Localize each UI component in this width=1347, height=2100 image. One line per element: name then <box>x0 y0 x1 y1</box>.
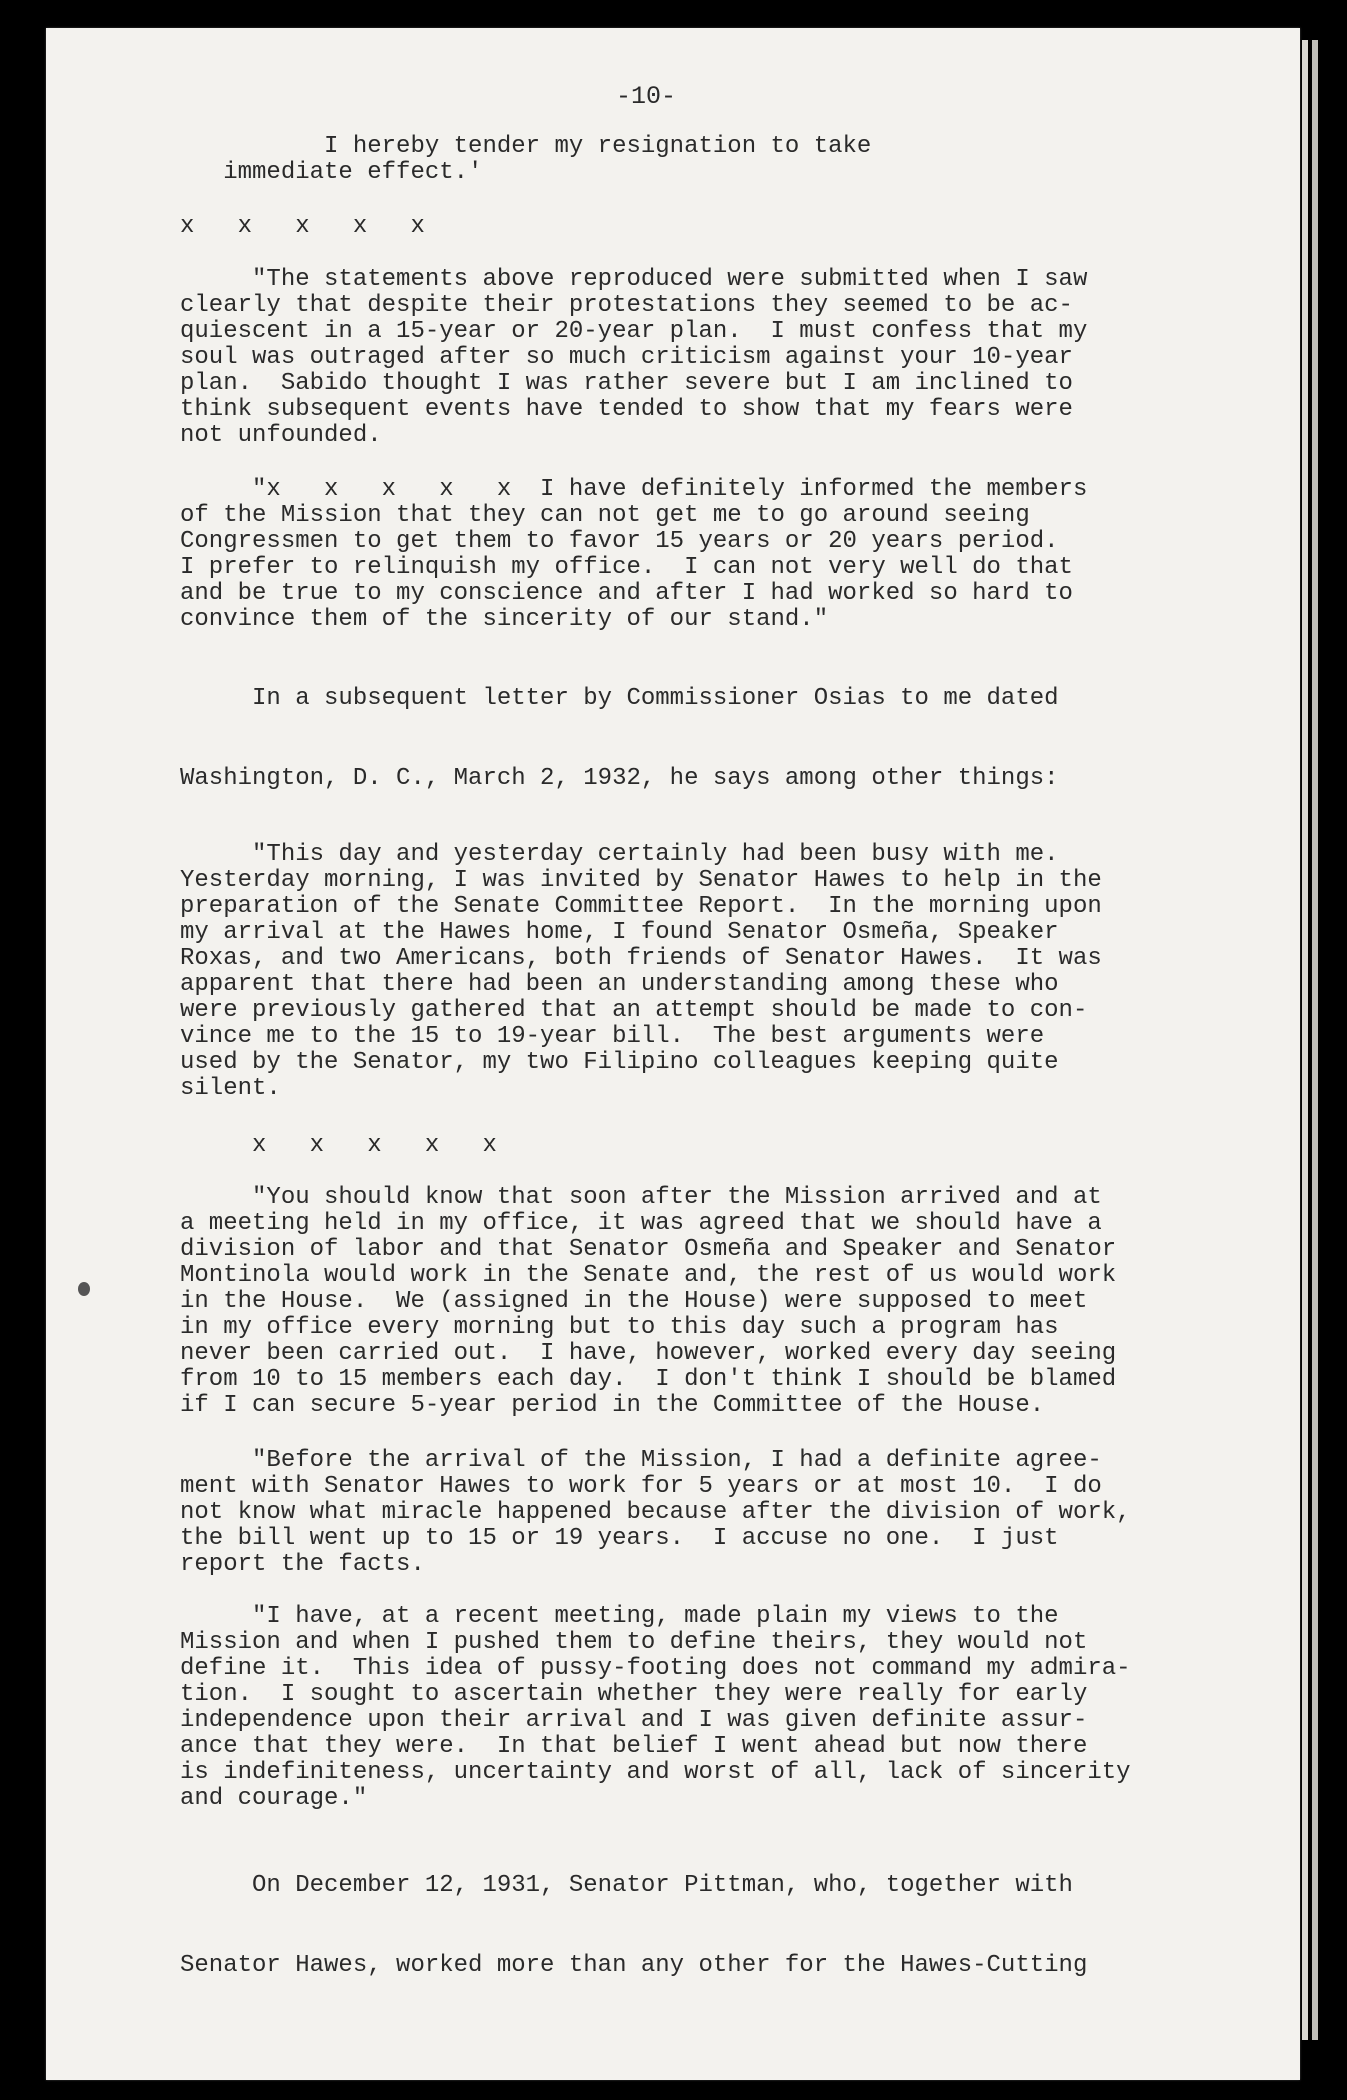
paragraph-agreement: "Before the arrival of the Mission, I had a definite agree- ment with Senator Hawes to work for 5 years or at most 10. I do not know what miracle happened because after the division of work, the bill went up to 15 or 19 years. I accuse no one. I just report the facts. <box>180 1447 1131 1578</box>
punch-mark <box>78 1282 90 1296</box>
paragraph-recent-meeting: "I have, at a recent meeting, made plain my views to the Mission and when I pushed them to define theirs, they would not define it. This idea of pussy-footing does not command my admira- tion. I sought to ascertain whether they were really for early independence upon their arrival and I was given definite assur- ance that they were. In that belief I went ahead but now there is indefiniteness, uncertainty and worst of all, lack of sincerity and courage." <box>180 1603 1131 1812</box>
page-edge-shadow <box>1312 40 1318 2040</box>
paragraph-statements: "The statements above reproduced were submitted when I saw clearly that despite their protestations they seemed to be ac- quiescent in a 15-year or 20-year plan. I must confess that my soul was outraged after so much criticism against your 10-year plan. Sabido thought I was rather severe but I am inclined to think subsequent events have tended to show that my fears were not unfounded. <box>180 266 1088 449</box>
paragraph-busy-day: "This day and yesterday certainly had been busy with me. Yesterday morning, I was invited by Senator Hawes to help in the preparation of the Senate Committee Report. In the morning upon my arrival at the Hawes home, I found Senator Osmeña, Speaker Roxas, and two Americans, both friends of Senator Hawes. It was apparent that there had been an understanding among these who were previously gathered that an attempt should be made to con- vince me to the 15 to 19-year bill. The best arguments were used by the Senator, my two Filipino colleagues keeping quite silent. <box>180 841 1102 1102</box>
paragraph-washington: Washington, D. C., March 2, 1932, he says among other things: <box>180 765 1059 792</box>
page-number: -10- <box>616 82 677 111</box>
ellipsis-marks-2: x x x x x <box>180 1132 497 1159</box>
resignation-lines: I hereby tender my resignation to take immediate effect.' <box>180 133 872 186</box>
paragraph-december: On December 12, 1931, Senator Pittman, who, together with <box>180 1872 1073 1899</box>
paragraph-subsequent-letter: In a subsequent letter by Commissioner Osias to me dated <box>180 685 1059 712</box>
page-edge <box>1302 40 1308 2040</box>
ellipsis-marks: x x x x x <box>180 213 425 240</box>
paragraph-hawes-cutting: Senator Hawes, worked more than any other for the Hawes-Cutting <box>180 1952 1088 1979</box>
paragraph-division-of-labor: "You should know that soon after the Mission arrived and at a meeting held in my office, it was agreed that we should have a division of labor and that Senator Osmeña and Speaker and Senator Montinola would work in the Senate and, the rest of us would work in the House. We (assigned in the House) were supposed to meet in my office every morning but to this day such a program has never been carried out. I have, however, worked every day seeing from 10 to 15 members each day. I don't think I should be blamed if I can secure 5-year period in the Committee of the House. <box>180 1184 1117 1419</box>
paragraph-informed: "x x x x x I have definitely informed the members of the Mission that they can not get me to go around seeing Congressmen to get them to favor 15 years or 20 years period. I prefer to relinquish my office. I can not very well do that and be true to my conscience and after I had worked so hard to convince them of the sincerity of our stand." <box>180 476 1088 633</box>
